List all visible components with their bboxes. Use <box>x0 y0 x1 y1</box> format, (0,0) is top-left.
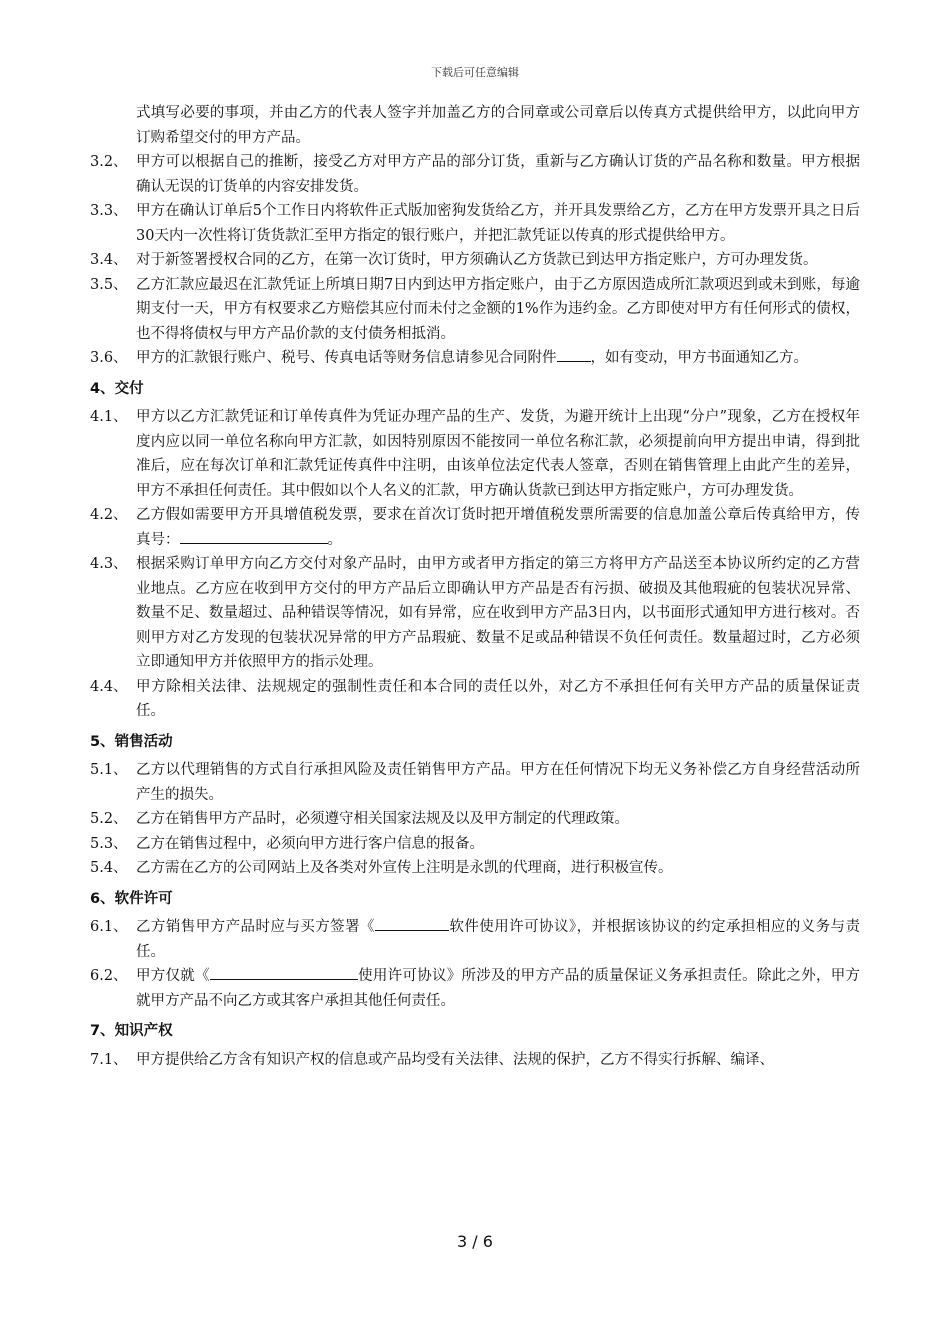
fill-in-blank <box>375 916 449 931</box>
clause-text: 乙方以代理销售的方式自行承担风险及责任销售甲方产品。甲方在任何情况下均无义务补偿乙方自身经营活动所产生的损失。 <box>136 762 860 803</box>
clause-text-part: 乙方销售甲方产品时应与买方签署《 <box>136 919 375 935</box>
page-header: 下载后可任意编辑 <box>431 66 519 79</box>
clause-text <box>136 346 860 371</box>
clause-text-part: 软件使用许可协议》，并根据该协议的约定承担相应的义务与责任。 <box>136 919 860 960</box>
continued-paragraph: 式填写必要的事项，并由乙方的代表人签字并加盖乙方的合同章或公司章后以传真方式提供给甲方，以此向甲方订购希望交付的甲方产品。 <box>136 105 860 146</box>
clause-number: 4.3、 <box>90 556 128 572</box>
clause-number: 3.5、 <box>90 276 128 293</box>
clause-number: 3.6、 <box>90 350 128 366</box>
fill-in-blank <box>180 529 328 544</box>
clause-4-1 <box>90 405 860 503</box>
clause-number: 6.2、 <box>90 968 128 984</box>
document-body <box>90 101 860 1072</box>
clause-text: 甲方可以根据自己的推断，接受乙方对甲方产品的部分订货，重新与乙方确认订货的产品名称和数量。甲方根据确认无误的订货单的内容安排发货。 <box>136 154 860 195</box>
clause-number: 6.1、 <box>90 919 128 935</box>
clause-7-1 <box>90 1048 860 1073</box>
clause-text <box>136 915 860 964</box>
fill-in-blank <box>557 347 591 362</box>
clause-number: 3.4、 <box>90 252 128 268</box>
clause-number: 4.2、 <box>90 507 128 523</box>
section-heading-delivery: 4、交付 <box>90 380 144 397</box>
clause-text: 甲方提供给乙方含有知识产权的信息或产品均受有关法律、法规的保护，乙方不得实行拆解、编译、 <box>136 1051 774 1068</box>
clause-text: 乙方在销售过程中，必须向甲方进行客户信息的报备。 <box>136 835 484 852</box>
clause-number: 5.2、 <box>90 811 128 827</box>
clause-text-part: ，如有变动，甲方书面通知乙方。 <box>590 350 808 366</box>
clause-text: 甲方以乙方汇款凭证和订单传真件为凭证办理产品的生产、发货，为避开统计上出现“分户”现象，乙方在授权年度内应以同一单位名称向甲方汇款，如因特别原因不能按同一单位名称汇款，必须提前向甲方提出申请，得到批准后，应在每次订单和汇款凭证传真件中注明，由该单位法定代表人签章，否则在销售管理上由此产生的差异，甲方不承担任何责任。其中假如以个人名义的汇款，甲方确认货款已到达甲方指定账户，方可办理发货。 <box>136 409 860 499</box>
clause-5-2 <box>90 807 860 832</box>
fill-in-blank <box>210 965 358 980</box>
clause-6-1 <box>90 915 860 964</box>
clause-text: 乙方汇款应最迟在汇款凭证上所填日期7日内到达甲方指定账户，由于乙方原因造成所汇款项迟到或未到账，每逾期支付一天，甲方有权要求乙方赔偿其应付而未付之金额的1%作为违约金。乙方即使对甲方有任何形式的债权，也不得将债权与甲方产品价款的支付债务相抵消。 <box>136 276 860 342</box>
clause-3-3 <box>90 199 860 248</box>
clause-number: 7.1、 <box>90 1051 128 1068</box>
clause-text: 甲方在确认订单后5个工作日内将软件正式版加密狗发货给乙方，并开具发票给乙方，乙方在甲方发票开具之日后30天内一次性将订货货款汇至甲方指定的银行账户，并把汇款凭证以传真的形式提供给甲方。 <box>136 203 860 244</box>
clause-4-2 <box>90 503 860 552</box>
clause-3-2 <box>90 150 860 199</box>
clause-text-part: 乙方假如需要甲方开具增值税发票，要求在首次订货时把开增值税发票所需要的信息加盖公章后传真给甲方，传真号： <box>136 507 860 548</box>
clause-text: 甲方除相关法律、法规规定的强制性责任和本合同的责任以外，对乙方不承担任何有关甲方产品的质量保证责任。 <box>136 678 860 719</box>
section-heading-ip: 7、知识产权 <box>90 1023 173 1039</box>
clause-6-2 <box>90 964 860 1013</box>
clause-number: 3.3、 <box>90 203 128 219</box>
clause-number: 4.1、 <box>90 409 128 425</box>
clause-text: 乙方在销售甲方产品时，必须遵守相关国家法规及以及甲方制定的代理政策。 <box>136 811 629 827</box>
clause-text: 乙方需在乙方的公司网站上及各类对外宣传上注明是永凯的代理商，进行积极宣传。 <box>136 860 673 876</box>
clause-text-part: 甲方的汇款银行账户、税号、传真电话等财务信息请参见合同附件 <box>136 350 557 366</box>
clause-text-part: 使用许可协议》所涉及的甲方产品的质量保证义务承担责任。除此之外，甲方就甲方产品不向乙方或其客户承担其他任何责任。 <box>136 968 861 1009</box>
section-heading-sales: 5、销售活动 <box>90 733 173 750</box>
clause-5-1 <box>90 758 860 807</box>
clause-text-part: 甲方仅就《 <box>136 968 210 984</box>
clause-3-5 <box>90 273 860 347</box>
clause-4-3 <box>90 552 860 675</box>
clause-number: 4.4、 <box>90 678 128 695</box>
clause-number: 3.2、 <box>90 154 128 170</box>
clause-4-4 <box>90 675 860 724</box>
clause-number: 5.3、 <box>90 835 128 852</box>
clause-text-part: 。 <box>327 531 342 548</box>
clause-text <box>136 503 860 552</box>
clause-5-3 <box>90 832 860 857</box>
clause-5-4 <box>90 856 860 881</box>
clause-text: 根据采购订单甲方向乙方交付对象产品时，由甲方或者甲方指定的第三方将甲方产品送至本协议所约定的乙方营业地点。乙方应在收到甲方交付的甲方产品后立即确认甲方产品是否有污损、破损及其他瑕疵的包装状况异常、数量不足、数量超过、品种错误等情况，如有异常，应在收到甲方产品3日内，以书面形式通知甲方进行核对。否则甲方对乙方发现的包装状况异常的甲方产品瑕疵、数量不足或品种错误不负任何责任。数量超过时，乙方必须立即通知甲方并依照甲方的指示处理。 <box>136 556 860 670</box>
clause-3-4 <box>90 248 860 273</box>
clause-3-6 <box>90 346 860 371</box>
clause-number: 5.1、 <box>90 762 128 778</box>
page-number: 3 / 6 <box>457 1232 493 1251</box>
section-heading-license: 6、软件许可 <box>90 890 173 907</box>
clause-text <box>136 964 860 1013</box>
clause-text: 对于新签署授权合同的乙方，在第一次订货时，甲方须确认乙方货款已到达甲方指定账户，方可办理发货。 <box>136 252 818 268</box>
clause-number: 5.4、 <box>90 860 128 876</box>
